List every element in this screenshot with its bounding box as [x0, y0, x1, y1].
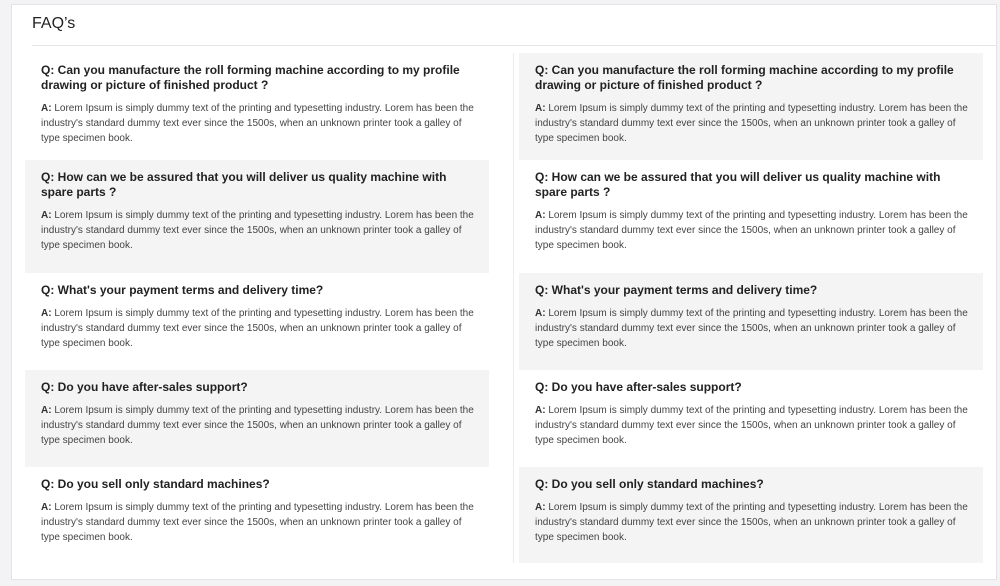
faq-answer: [41, 101, 475, 146]
faq-question: Q: Can you manufacture the roll forming machine according to my profile drawing or picture of finished product ?: [41, 63, 460, 92]
faq-question: Q: What's your payment terms and delivery time?: [41, 283, 324, 297]
answer-prefix: A:: [41, 103, 52, 114]
faq-column-left: [25, 53, 489, 563]
faq-item: [25, 53, 489, 160]
answer-prefix: A:: [41, 210, 52, 221]
answer-text: Lorem Ipsum is simply dummy text of the printing and typesetting industry. Lorem has been the industry's standard dummy text ever since the 1500s, when an unknown printer took a galley of type specimen book.: [535, 502, 968, 543]
answer-text: Lorem Ipsum is simply dummy text of the printing and typesetting industry. Lorem has been the industry's standard dummy text ever since the 1500s, when an unknown printer took a galley of type specimen book.: [535, 210, 968, 251]
faq-card: [11, 4, 997, 580]
faq-column-right: [519, 53, 983, 563]
faq-question: Q: Do you have after-sales support?: [41, 380, 248, 394]
answer-prefix: A:: [535, 210, 546, 221]
faq-answer: [535, 403, 969, 448]
faq-question: Q: Do you sell only standard machines?: [535, 477, 764, 491]
faq-item: [519, 273, 983, 370]
answer-prefix: A:: [41, 405, 52, 416]
answer-text: Lorem Ipsum is simply dummy text of the printing and typesetting industry. Lorem has been the industry's standard dummy text ever since the 1500s, when an unknown printer took a galley of type specimen book.: [41, 502, 474, 543]
answer-text: Lorem Ipsum is simply dummy text of the printing and typesetting industry. Lorem has been the industry's standard dummy text ever since the 1500s, when an unknown printer took a galley of type specimen book.: [41, 103, 474, 144]
faq-answer: [41, 208, 475, 253]
column-divider: [513, 53, 514, 563]
faq-item: [519, 467, 983, 563]
title-divider: [32, 45, 996, 46]
answer-text: Lorem Ipsum is simply dummy text of the printing and typesetting industry. Lorem has been the industry's standard dummy text ever since the 1500s, when an unknown printer took a galley of type specimen book.: [41, 210, 474, 251]
faq-item: [25, 370, 489, 467]
faq-question: Q: How can we be assured that you will deliver us quality machine with spare parts ?: [535, 170, 941, 199]
answer-text: Lorem Ipsum is simply dummy text of the printing and typesetting industry. Lorem has been the industry's standard dummy text ever since the 1500s, when an unknown printer took a galley of type specimen book.: [41, 405, 474, 446]
faq-answer: [535, 208, 969, 253]
faq-item: [519, 53, 983, 160]
faq-answer: [535, 500, 969, 545]
answer-text: Lorem Ipsum is simply dummy text of the printing and typesetting industry. Lorem has been the industry's standard dummy text ever since the 1500s, when an unknown printer took a galley of type specimen book.: [535, 405, 968, 446]
faq-answer: [535, 101, 969, 146]
answer-prefix: A:: [535, 308, 546, 319]
answer-text: Lorem Ipsum is simply dummy text of the printing and typesetting industry. Lorem has been the industry's standard dummy text ever since the 1500s, when an unknown printer took a galley of type specimen book.: [535, 103, 968, 144]
answer-text: Lorem Ipsum is simply dummy text of the printing and typesetting industry. Lorem has been the industry's standard dummy text ever since the 1500s, when an unknown printer took a galley of type specimen book.: [41, 308, 474, 349]
answer-prefix: A:: [535, 405, 546, 416]
faq-answer: [535, 306, 969, 351]
faq-question: Q: Do you have after-sales support?: [535, 380, 742, 394]
faq-answer: [41, 500, 475, 545]
faq-question: Q: How can we be assured that you will deliver us quality machine with spare parts ?: [41, 170, 447, 199]
page-title: FAQ’s: [32, 15, 76, 32]
faq-item: [519, 160, 983, 273]
faq-item: [25, 160, 489, 273]
faq-answer: [41, 306, 475, 351]
faq-item: [519, 370, 983, 467]
faq-question: Q: Do you sell only standard machines?: [41, 477, 270, 491]
faq-answer: [41, 403, 475, 448]
faq-question: Q: What's your payment terms and delivery time?: [535, 283, 818, 297]
answer-prefix: A:: [41, 308, 52, 319]
faq-item: [25, 273, 489, 370]
answer-prefix: A:: [41, 502, 52, 513]
faq-item: [25, 467, 489, 563]
answer-text: Lorem Ipsum is simply dummy text of the printing and typesetting industry. Lorem has been the industry's standard dummy text ever since the 1500s, when an unknown printer took a galley of type specimen book.: [535, 308, 968, 349]
answer-prefix: A:: [535, 103, 546, 114]
faq-question: Q: Can you manufacture the roll forming machine according to my profile drawing or picture of finished product ?: [535, 63, 954, 92]
answer-prefix: A:: [535, 502, 546, 513]
